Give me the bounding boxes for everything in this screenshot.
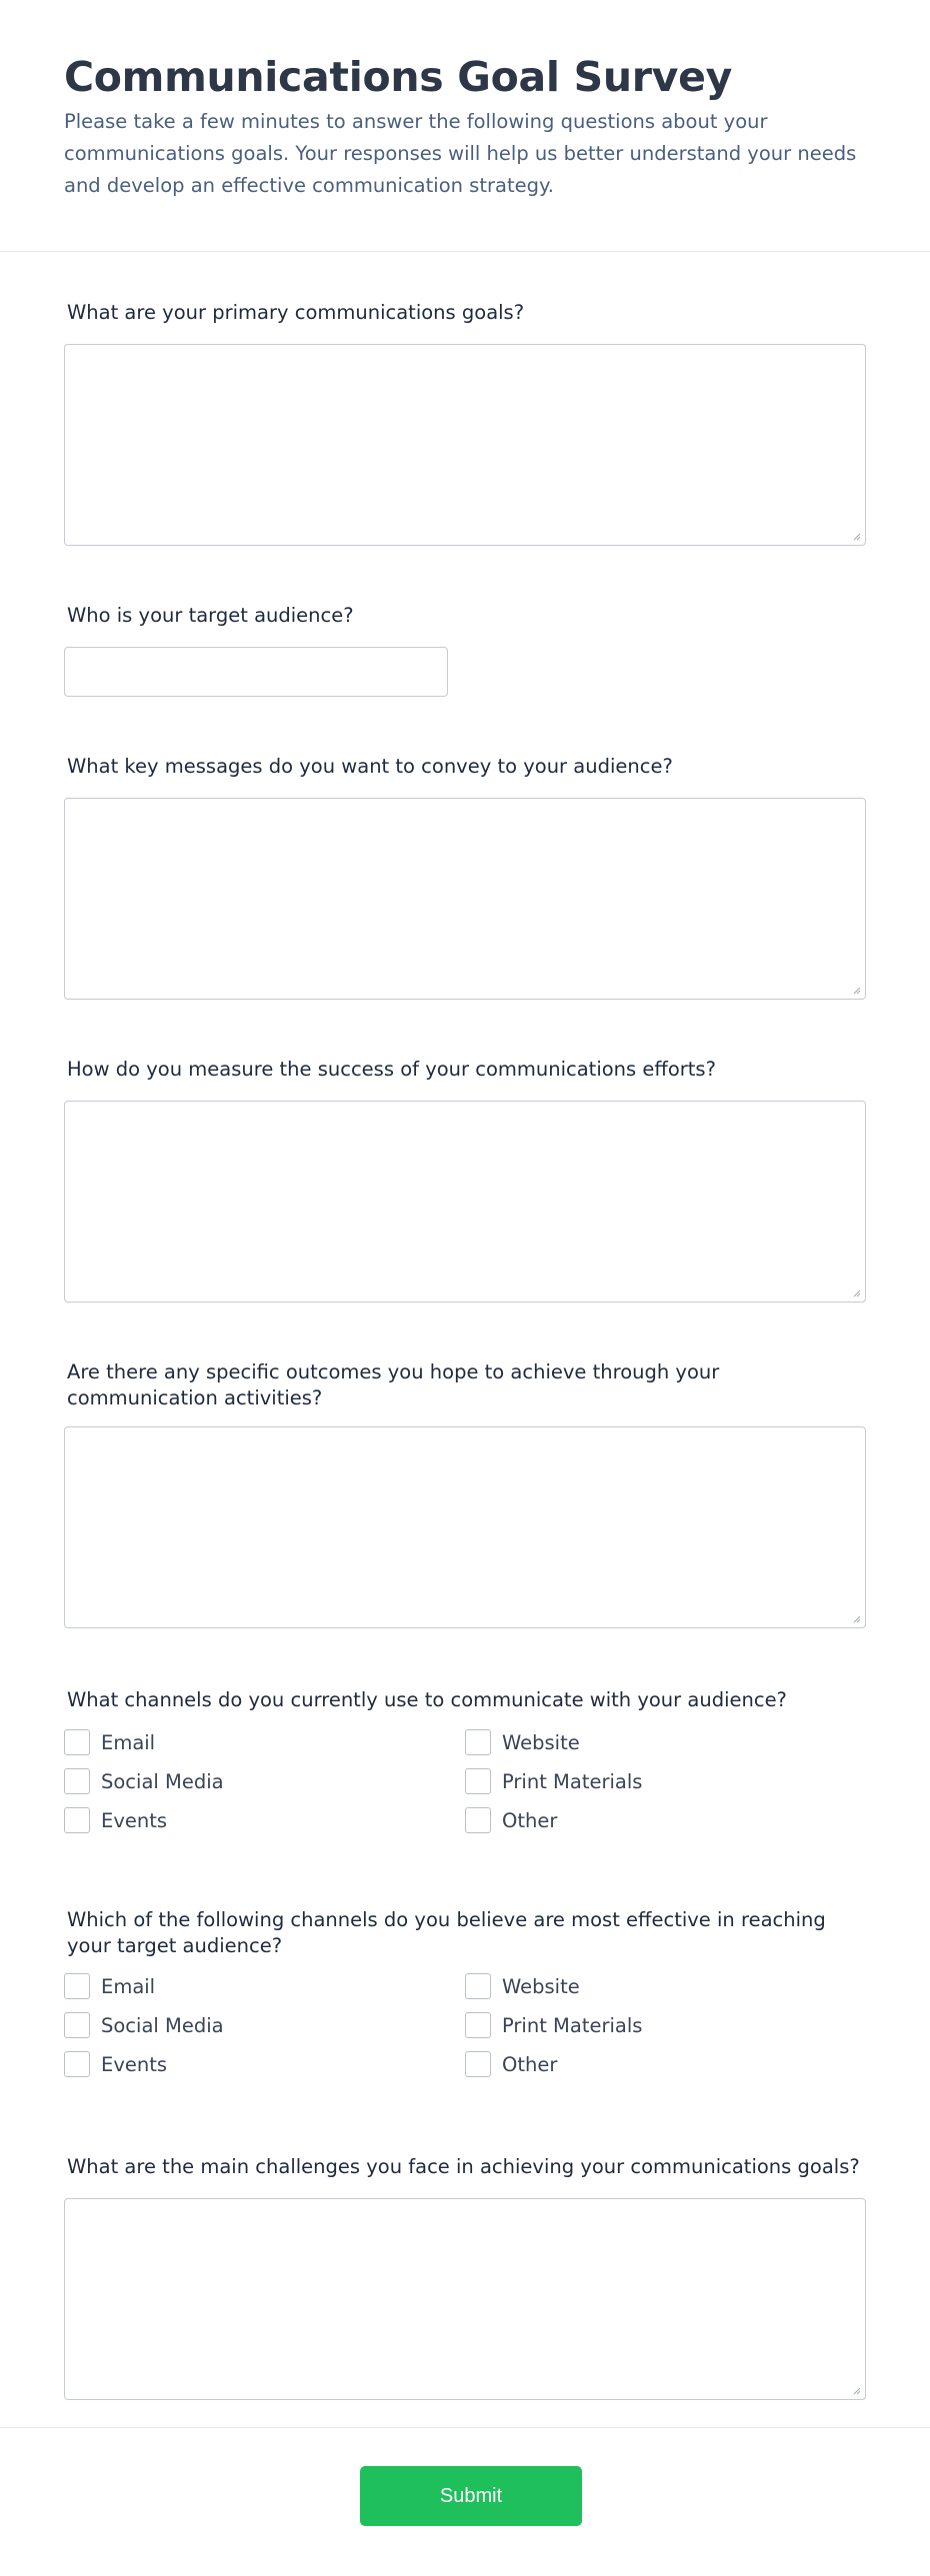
checkbox-box[interactable] bbox=[64, 1729, 90, 1755]
checkbox-box[interactable] bbox=[465, 1807, 491, 1833]
question-main-challenges bbox=[64, 2154, 866, 2400]
question-label: Who is your target audience? bbox=[67, 604, 354, 627]
checkbox-box[interactable] bbox=[64, 1973, 90, 1999]
form-footer bbox=[0, 2427, 930, 2576]
checkbox-box[interactable] bbox=[64, 2051, 90, 2077]
checkbox-social-media[interactable] bbox=[64, 1768, 465, 1794]
checkbox-label: Events bbox=[101, 1808, 168, 1832]
question-target-audience bbox=[64, 603, 866, 697]
question-measure-success bbox=[64, 1057, 866, 1302]
resize-grip-icon[interactable] bbox=[852, 1614, 861, 1623]
resize-grip-icon[interactable] bbox=[852, 986, 861, 995]
checkbox-label: Other bbox=[502, 2052, 558, 2076]
question-primary-goals bbox=[64, 300, 866, 546]
checkbox-events[interactable] bbox=[64, 1807, 465, 1833]
effective-channels-checklist bbox=[64, 1973, 866, 2077]
checkbox-box[interactable] bbox=[465, 2051, 491, 2077]
submit-button[interactable]: Submit bbox=[360, 2466, 582, 2526]
question-label: What are the main challenges you face in achieving your communications goals? bbox=[67, 2155, 860, 2178]
checkbox-events[interactable] bbox=[64, 2051, 465, 2077]
current-channels-checklist bbox=[64, 1729, 866, 1833]
checkbox-website[interactable] bbox=[465, 1973, 866, 1999]
specific-outcomes-textarea[interactable] bbox=[64, 1426, 866, 1628]
checkbox-label: Other bbox=[502, 1808, 558, 1832]
page-title: Communications Goal Survey bbox=[64, 53, 732, 101]
question-label: Are there any specific outcomes you hope to achieve through your communication activities? bbox=[67, 1360, 720, 1409]
question-current-channels bbox=[64, 1687, 866, 1833]
measure-success-textarea[interactable] bbox=[64, 1101, 866, 1302]
key-messages-textarea[interactable] bbox=[64, 798, 866, 1000]
question-key-messages bbox=[64, 754, 866, 1000]
target-audience-input[interactable] bbox=[64, 647, 448, 697]
question-specific-outcomes bbox=[64, 1359, 866, 1628]
question-label: How do you measure the success of your communications efforts? bbox=[67, 1058, 716, 1081]
checkbox-other[interactable] bbox=[465, 1807, 866, 1833]
checkbox-label: Website bbox=[502, 1730, 580, 1754]
checkbox-box[interactable] bbox=[465, 2012, 491, 2038]
question-label: What key messages do you want to convey to your audience? bbox=[67, 755, 673, 778]
checkbox-label: Events bbox=[101, 2052, 168, 2076]
checkbox-website[interactable] bbox=[465, 1729, 866, 1755]
checkbox-email[interactable] bbox=[64, 1729, 465, 1755]
checkbox-box[interactable] bbox=[64, 2012, 90, 2038]
question-effective-channels bbox=[64, 1907, 866, 2077]
checkbox-box[interactable] bbox=[465, 1973, 491, 1999]
resize-grip-icon[interactable] bbox=[852, 532, 861, 541]
checkbox-box[interactable] bbox=[465, 1768, 491, 1794]
checkbox-box[interactable] bbox=[64, 1807, 90, 1833]
checkbox-label: Print Materials bbox=[502, 1769, 643, 1793]
checkbox-label: Email bbox=[101, 1730, 156, 1754]
primary-goals-textarea[interactable] bbox=[64, 344, 866, 546]
checkbox-print-materials[interactable] bbox=[465, 1768, 866, 1794]
question-label: What are your primary communications goals? bbox=[67, 301, 525, 324]
main-challenges-textarea[interactable] bbox=[64, 2198, 866, 2400]
question-label: Which of the following channels do you believe are most effective in reaching your target audience? bbox=[67, 1908, 826, 1957]
checkbox-label: Social Media bbox=[101, 1769, 224, 1793]
checkbox-box[interactable] bbox=[64, 1768, 90, 1794]
resize-grip-icon[interactable] bbox=[852, 1288, 861, 1297]
checkbox-social-media[interactable] bbox=[64, 2012, 465, 2038]
page-subtitle: Please take a few minutes to answer the following questions about your communications goals. Your responses will help us better understand your needs and develop an effective communication strategy. bbox=[64, 110, 857, 197]
checkbox-email[interactable] bbox=[64, 1973, 465, 1999]
resize-grip-icon[interactable] bbox=[852, 2386, 861, 2395]
question-label: What channels do you currently use to communicate with your audience? bbox=[67, 1688, 787, 1711]
checkbox-other[interactable] bbox=[465, 2051, 866, 2077]
checkbox-print-materials[interactable] bbox=[465, 2012, 866, 2038]
checkbox-box[interactable] bbox=[465, 1729, 491, 1755]
checkbox-label: Email bbox=[101, 1974, 156, 1998]
checkbox-label: Website bbox=[502, 1974, 580, 1998]
survey-header bbox=[0, 0, 930, 252]
checkbox-label: Print Materials bbox=[502, 2013, 643, 2037]
checkbox-label: Social Media bbox=[101, 2013, 224, 2037]
